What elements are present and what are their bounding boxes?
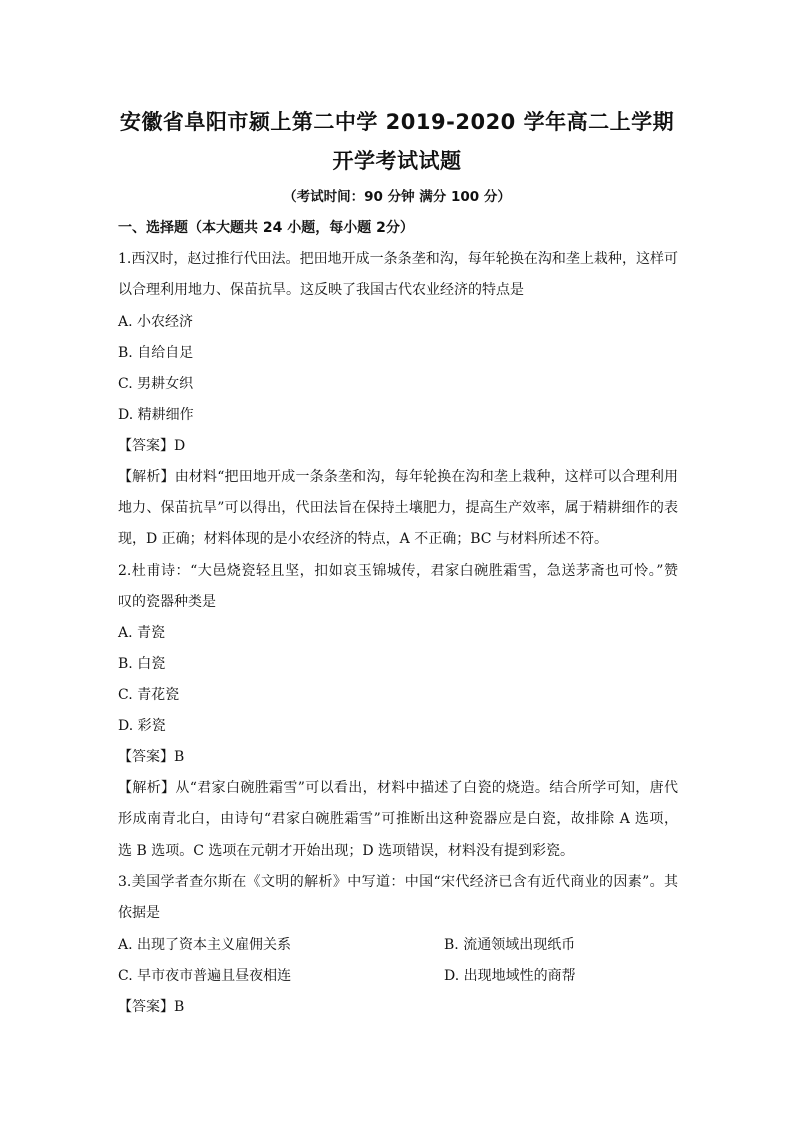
q3-option-c: C. 早市夜市普遍且昼夜相连 bbox=[118, 968, 292, 984]
q1-analysis-line3: 现，D 正确；材料体现的是小农经济的特点，A 不正确；BC 与材料所述不符。 bbox=[118, 531, 608, 547]
q2-analysis-line2: 形成南青北白，由诗句“君家白碗胜霜雪”可推断出这种瓷器应是白瓷，故排除 A 选项， bbox=[118, 811, 678, 827]
q3-stem-line2: 依据是 bbox=[118, 905, 160, 921]
q3-option-d: D. 出现地域性的商帮 bbox=[444, 968, 576, 984]
q1-option-b: B. 自给自足 bbox=[118, 345, 194, 361]
exam-title-line1: 安徽省阜阳市颍上第二中学 2019-2020 学年高二上学期 bbox=[119, 110, 675, 134]
q3-option-a: A. 出现了资本主义雇佣关系 bbox=[118, 937, 292, 953]
q2-answer: 【答案】B bbox=[118, 749, 185, 765]
q1-option-a: A. 小农经济 bbox=[118, 314, 194, 330]
q1-analysis-line1: 【解析】由材料“把田地开成一条条垄和沟，每年轮换在沟和垄上栽种，这样可以合理利用 bbox=[118, 469, 678, 485]
q2-option-a: A. 青瓷 bbox=[118, 625, 166, 641]
q2-stem-line2: 叹的瓷器种类是 bbox=[118, 594, 216, 610]
q1-option-c: C. 男耕女织 bbox=[118, 376, 194, 392]
q2-option-b: B. 白瓷 bbox=[118, 656, 166, 672]
q3-option-b: B. 流通领域出现纸币 bbox=[444, 937, 576, 953]
exam-title-line2: 开学考试试题 bbox=[332, 149, 462, 173]
q2-analysis-line1: 【解析】从“君家白碗胜霜雪”可以看出，材料中描述了白瓷的烧造。结合所学可知，唐代 bbox=[118, 780, 678, 796]
q1-answer: 【答案】D bbox=[118, 438, 186, 454]
q2-analysis-line3: 选 B 选项。C 选项在元朝才开始出现；D 选项错误，材料没有提到彩瓷。 bbox=[118, 843, 575, 859]
q3-stem-line1: 3.美国学者查尔斯在《文明的解析》中写道：中国“宋代经济已含有近代商业的因素”。其 bbox=[118, 874, 678, 890]
exam-time-info: （考试时间：90 分钟 满分 100 分） bbox=[283, 189, 511, 205]
q2-stem-line1: 2.杜甫诗：“大邑烧瓷轻且坚，扣如哀玉锦城传，君家白碗胜霜雪，急送茅斋也可怜。”赞 bbox=[118, 563, 678, 579]
q1-analysis-line2: 地力、保苗抗旱”可以得出，代田法旨在保持土壤肥力，提高生产效率，属于精耕细作的表 bbox=[118, 500, 678, 516]
q1-stem-line2: 以合理利用地力、保苗抗旱。这反映了我国古代农业经济的特点是 bbox=[118, 282, 524, 298]
section-heading: 一、选择题（本大题共 24 小题，每小题 2分） bbox=[118, 220, 414, 236]
q3-answer: 【答案】B bbox=[118, 999, 185, 1015]
q2-option-d: D. 彩瓷 bbox=[118, 718, 166, 734]
q1-stem-line1: 1.西汉时，赵过推行代田法。把田地开成一条条垄和沟，每年轮换在沟和垄上栽种，这样可 bbox=[118, 251, 678, 267]
q2-option-c: C. 青花瓷 bbox=[118, 687, 180, 703]
q1-option-d: D. 精耕细作 bbox=[118, 407, 194, 423]
